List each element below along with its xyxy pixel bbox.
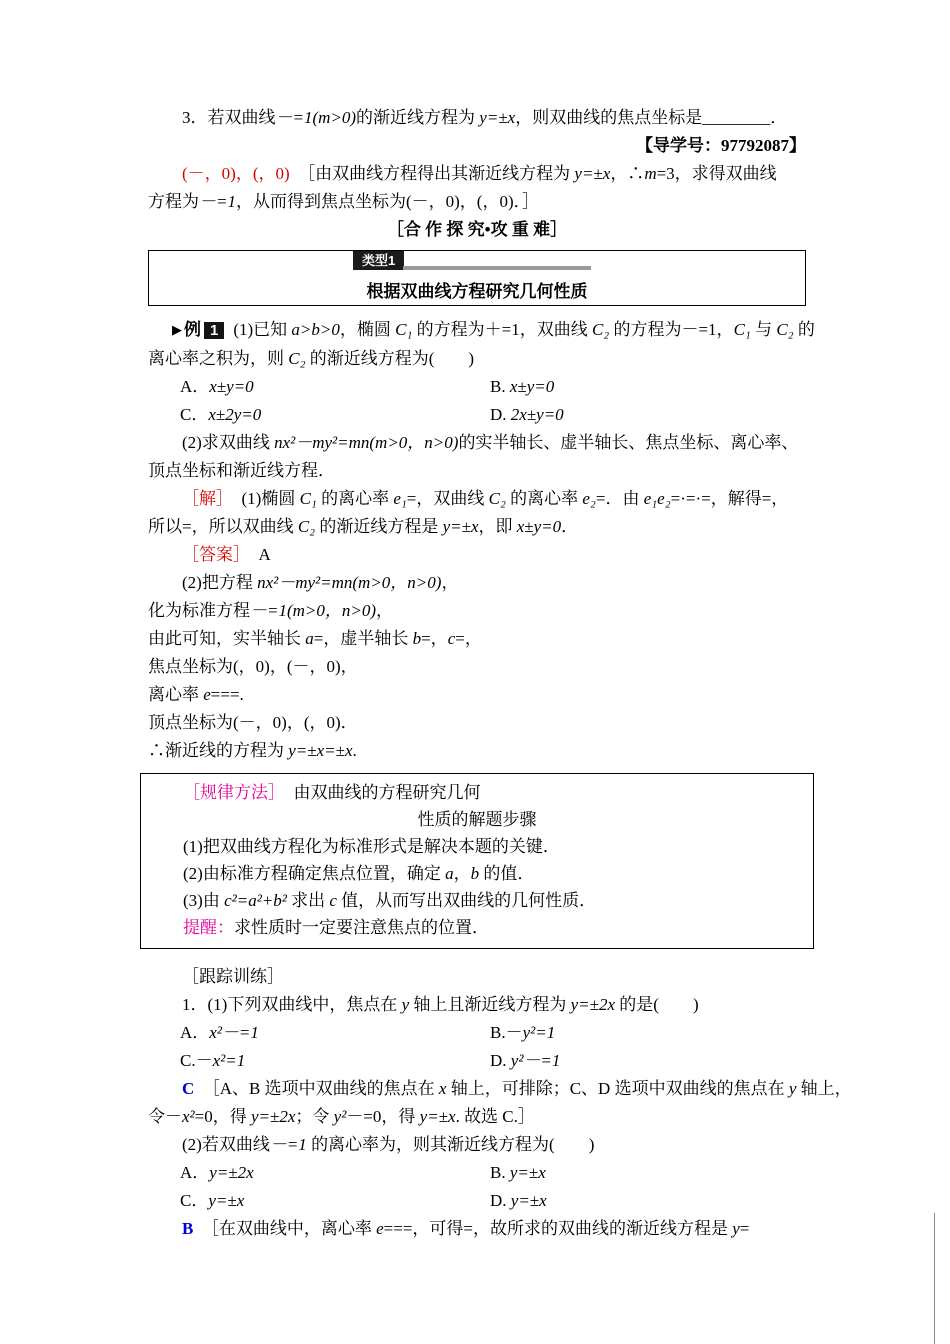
text-segment: 求出 — [286, 891, 330, 910]
text-segment: C.－ — [180, 1051, 213, 1070]
text-segment: ， — [376, 601, 394, 620]
text-segment: ===，可得=，故所求的双曲线的渐近线方程是 — [383, 1219, 733, 1238]
text-segment: －=1(m>0，n>0) — [250, 601, 377, 620]
option-right — [490, 1159, 806, 1187]
option-left — [180, 1187, 490, 1215]
text-segment: b — [412, 629, 422, 648]
text-segment: 化为标准方程 — [148, 601, 250, 620]
text-segment: m — [644, 164, 657, 183]
text-segment: (1)椭圆 — [224, 489, 300, 508]
text-line — [148, 541, 806, 569]
options-row — [148, 373, 806, 401]
text-segment: =，虚半轴长 — [313, 629, 413, 648]
text-segment: x±y=0 — [209, 377, 254, 396]
text-segment: ，则双曲线的焦点坐标是________． — [515, 108, 788, 127]
text-segment: ［合 作 探 究•攻 重 难］ — [386, 220, 568, 239]
option-left — [180, 373, 490, 401]
text-segment: ，即 — [478, 517, 517, 536]
text-segment: 轴上且渐近线方程为 — [409, 995, 571, 1014]
text-line — [148, 513, 806, 541]
text-segment: y — [788, 1079, 797, 1098]
text-segment: ［跟踪训练］ — [182, 967, 284, 986]
text-line — [148, 160, 806, 188]
text-segment: =3，求得双曲线 — [656, 164, 777, 183]
text-segment: 顶点坐标为(－，0)，(，0)． — [148, 713, 358, 732]
type1-label-badge: 类型1 — [353, 251, 404, 270]
text-segment: C₁ — [299, 489, 317, 508]
text-segment: 的离心率 — [316, 489, 394, 508]
text-segment: =．由 — [595, 489, 644, 508]
text-segment: =， — [455, 629, 482, 648]
text-segment: 的是( ) — [615, 995, 699, 1014]
text-segment: nx²－my²=mn(m>0，n>0) — [257, 573, 442, 592]
text-segment: (2)把方程 — [182, 573, 258, 592]
method-line — [149, 914, 805, 941]
text-segment: y=±x=±x — [288, 741, 353, 760]
text-segment: 的 — [793, 320, 815, 339]
option-right — [490, 1047, 806, 1075]
text-segment: 由此可知，实半轴长 — [148, 629, 306, 648]
text-segment: 由双曲线的方程研究几何 — [276, 783, 481, 802]
text-segment: c — [329, 891, 337, 910]
text-line — [148, 1103, 806, 1131]
text-segment: ［由双曲线方程得出其渐近线方程为 — [289, 164, 575, 183]
text-segment: 顶点坐标和渐近线方程． — [148, 461, 335, 480]
text-segment: a>b>0 — [291, 320, 340, 339]
text-segment: 方程为 — [148, 192, 199, 211]
text-segment: x±y=0 — [509, 377, 555, 396]
text-line — [148, 681, 806, 709]
text-segment: e₁e₂ — [643, 489, 671, 508]
text-segment: b — [470, 864, 480, 883]
text-segment: －=1 — [199, 192, 236, 211]
text-segment: ［答案］ — [182, 545, 242, 564]
method-line — [149, 779, 805, 806]
text-segment: x²=1 — [212, 1051, 246, 1070]
text-line — [148, 132, 806, 160]
text-segment: 的实半轴长、虚半轴长、焦点坐标、离心率、 — [458, 433, 799, 452]
text-segment: y² — [333, 1107, 347, 1126]
text-segment: 令－ — [148, 1107, 182, 1126]
text-line — [148, 345, 806, 373]
text-segment: (1)已知 — [233, 320, 292, 339]
text-segment: e₂ — [582, 489, 596, 508]
text-segment: x²－=1 — [209, 1023, 259, 1042]
text-segment: 的离心率 — [505, 489, 583, 508]
text-segment: y=±x — [574, 164, 611, 183]
text-segment: c²=a²+b² — [224, 891, 287, 910]
text-line — [148, 1215, 806, 1243]
text-segment: (2)求双曲线 — [182, 433, 275, 452]
text-segment: ． — [561, 517, 579, 536]
text-segment: = — [739, 1219, 750, 1238]
text-segment: ［解］ — [182, 489, 225, 508]
text-line — [148, 104, 806, 132]
text-segment: C． — [180, 405, 209, 424]
text-segment: C． — [180, 1191, 209, 1210]
text-segment: B. — [490, 1163, 510, 1182]
option-left — [180, 401, 490, 429]
document-content — [148, 104, 852, 1243]
text-segment: =，双曲线 — [406, 489, 489, 508]
text-segment: A． — [180, 1163, 210, 1182]
typebox-underline — [403, 266, 591, 270]
text-segment: a — [305, 629, 314, 648]
text-segment: y=±x — [442, 517, 479, 536]
text-segment: y=±x — [208, 1191, 245, 1210]
text-segment: ［规律方法］ — [183, 783, 277, 802]
text-segment: －=1 — [269, 1135, 307, 1154]
text-segment: y=±x — [419, 1107, 456, 1126]
text-segment: x — [438, 1079, 447, 1098]
options-row — [148, 1187, 806, 1215]
text-segment: ∴渐近线的方程为 — [148, 741, 289, 760]
option-left — [180, 1019, 490, 1047]
text-segment: A — [241, 545, 271, 564]
option-left — [180, 1047, 490, 1075]
text-line — [148, 485, 806, 513]
text-segment: (1)把双曲线方程化为标准形式是解决本题的关键． — [183, 837, 560, 856]
text-segment: 的值． — [479, 864, 535, 883]
text-segment: ，从而得到焦点坐标为(－，0)，(，0)．］ — [235, 192, 540, 211]
text-segment: 的渐近线方程为( ) — [305, 349, 475, 368]
section-title: 根据双曲线方程研究几何性质 — [366, 282, 588, 301]
text-segment: y=±x — [479, 108, 516, 127]
text-segment: x±2y=0 — [208, 405, 262, 424]
text-segment: C₂ — [288, 349, 306, 368]
text-segment: y — [401, 995, 410, 1014]
text-line — [148, 653, 806, 681]
text-segment: －=0，得 — [346, 1107, 420, 1126]
options-row — [148, 1047, 806, 1075]
text-segment: C₂ — [776, 320, 794, 339]
method-line — [149, 860, 805, 887]
text-segment: 2x±y=0 — [510, 405, 564, 424]
option-right — [490, 373, 806, 401]
text-line — [148, 1131, 806, 1159]
text-segment: e₁ — [393, 489, 407, 508]
text-segment: y=±x — [510, 1191, 547, 1210]
text-segment: C₂ — [297, 517, 316, 536]
text-line — [148, 991, 806, 1019]
page-edge-line — [934, 1213, 935, 1344]
text-segment: 的离心率为，则其渐近线方程为( ) — [306, 1135, 595, 1154]
method-line — [149, 806, 805, 833]
text-segment: =， — [421, 629, 448, 648]
text-segment: ===. — [210, 685, 244, 704]
text-segment: =0，得 — [194, 1107, 251, 1126]
method-rule-box — [140, 773, 814, 949]
options-row — [148, 1019, 806, 1047]
method-line — [149, 833, 805, 860]
text-segment: (2)由标准方程确定焦点位置，确定 — [183, 864, 446, 883]
text-segment: (－，0)，(，0) — [182, 164, 290, 183]
text-segment: 的渐近线方程是 — [315, 517, 443, 536]
text-segment: D. — [490, 1051, 511, 1070]
text-line — [148, 188, 806, 216]
text-segment: ， — [441, 573, 459, 592]
options-row — [148, 1159, 806, 1187]
text-segment: B. — [490, 377, 510, 396]
text-segment: ［A、B 选项中双曲线的焦点在 — [194, 1079, 439, 1098]
option-right — [490, 401, 806, 429]
text-segment: c — [447, 629, 456, 648]
text-segment: y — [732, 1219, 740, 1238]
text-segment: 的方程为＋=1，双曲线 — [412, 320, 592, 339]
text-segment: y=±2x — [570, 995, 616, 1014]
text-segment: 的方程为－=1， — [609, 320, 734, 339]
example-marker-icon: ▶ — [172, 322, 182, 337]
text-segment: 提醒： — [183, 918, 234, 937]
text-segment: . 故选 C.］ — [455, 1107, 535, 1126]
option-right — [490, 1187, 806, 1215]
text-segment: 轴上，可排除；C、D 选项中双曲线的焦点在 — [446, 1079, 789, 1098]
text-segment: ， — [453, 864, 471, 883]
text-segment: 求性质时一定要注意焦点的位置． — [234, 918, 489, 937]
text-segment: －=1(m>0) — [275, 108, 357, 127]
text-segment: 3．若双曲线 — [182, 108, 276, 127]
options-row — [148, 401, 806, 429]
text-segment: 与 — [750, 320, 777, 339]
text-line — [148, 216, 806, 244]
text-line — [148, 429, 806, 457]
text-line — [148, 597, 806, 625]
text-segment: C₂ — [591, 320, 610, 339]
text-segment: 焦点坐标为(，0)，(－，0)， — [148, 657, 358, 676]
text-segment: 【导学号：97792087】 — [636, 136, 806, 155]
text-segment: 轴上， — [796, 1079, 852, 1098]
text-segment: e — [376, 1219, 384, 1238]
text-segment: x±y=0 — [516, 517, 562, 536]
text-segment: y²－=1 — [510, 1051, 561, 1070]
text-segment: B.－ — [490, 1023, 523, 1042]
text-segment: ［在双曲线中，离心率 — [193, 1219, 377, 1238]
text-segment: 离心率 — [148, 685, 204, 704]
text-segment: 性质的解题步骤 — [417, 810, 537, 829]
type1-section-box — [148, 250, 806, 306]
example-number-badge: 1 — [204, 322, 224, 339]
option-right — [490, 1019, 806, 1047]
text-line — [148, 1075, 852, 1103]
text-segment: e — [203, 685, 211, 704]
text-segment: 1．(1)下列双曲线中，焦点在 — [182, 995, 402, 1014]
text-segment: ，∴ — [610, 164, 645, 183]
text-segment: (2)若双曲线 — [182, 1135, 270, 1154]
example1-line — [148, 316, 815, 345]
text-segment: y=±2x — [209, 1163, 254, 1182]
text-segment: D. — [490, 405, 511, 424]
text-segment: y²=1 — [522, 1023, 556, 1042]
text-segment: C₁ — [733, 320, 751, 339]
text-segment: D. — [490, 1191, 511, 1210]
option-left — [180, 1159, 490, 1187]
text-segment: C₁ — [395, 320, 413, 339]
text-line — [148, 625, 806, 653]
text-segment: a — [445, 864, 454, 883]
text-segment: ，椭圆 — [339, 320, 396, 339]
text-segment: 离心率之积为，则 — [148, 349, 289, 368]
text-segment: =·=·=，解得=， — [670, 489, 789, 508]
text-segment: y=±2x — [251, 1107, 296, 1126]
text-segment: . — [352, 741, 357, 760]
text-segment: A． — [180, 1023, 210, 1042]
example-label: 例 — [184, 320, 201, 339]
text-segment: ；令 — [295, 1107, 334, 1126]
text-segment: 值，从而写出双曲线的几何性质． — [336, 891, 597, 910]
text-segment: C — [182, 1079, 195, 1098]
text-line — [148, 457, 806, 485]
text-segment: B — [182, 1219, 194, 1238]
method-line — [149, 887, 805, 914]
text-segment: (3)由 — [183, 891, 225, 910]
text-segment: C₂ — [488, 489, 506, 508]
text-line — [148, 569, 806, 597]
text-line — [148, 709, 806, 737]
text-line — [148, 737, 806, 765]
text-segment: A． — [180, 377, 210, 396]
text-segment: x² — [182, 1107, 195, 1126]
text-segment: y=±x — [509, 1163, 546, 1182]
text-line — [148, 963, 806, 991]
text-segment: nx²－my²=mn(m>0，n>0) — [274, 433, 459, 452]
text-segment: 的渐近线方程为 — [356, 108, 480, 127]
text-segment: 所以=，所以双曲线 — [148, 517, 298, 536]
